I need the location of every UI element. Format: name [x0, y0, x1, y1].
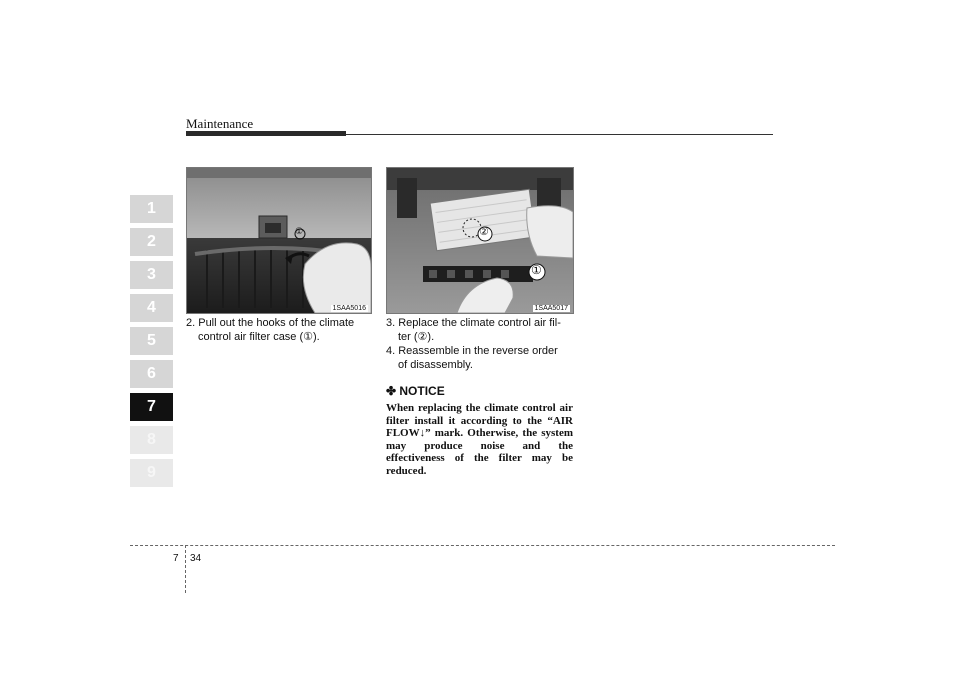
- chapter-tab-7[interactable]: 7: [130, 393, 173, 421]
- step-2-line-2: control air filter case (①).: [198, 330, 320, 343]
- step-4-text: [386, 345, 574, 372]
- chapter-tabs: [130, 195, 173, 492]
- chapter-tab-6[interactable]: 6: [130, 360, 173, 388]
- notice-heading: ✤ NOTICE: [386, 384, 445, 398]
- chapter-tab-2[interactable]: 2: [130, 228, 173, 256]
- header-rule-thin: [346, 134, 773, 135]
- figure-1-photo: [186, 167, 372, 314]
- step-3-line-2: ter (②).: [398, 330, 435, 343]
- figure-2-callout-2: ②: [479, 226, 489, 238]
- footer-chapter-number: 7: [173, 553, 179, 564]
- figure-2-illustration: [387, 168, 573, 313]
- header-title: Maintenance: [186, 116, 254, 131]
- figure-2-callout-1: ①: [531, 263, 542, 277]
- chapter-tab-5[interactable]: 5: [130, 327, 173, 355]
- footer-divider: [185, 545, 186, 593]
- chapter-tab-3[interactable]: 3: [130, 261, 173, 289]
- notice-body: When replacing the climate control air filter install it according to the “AIR FLOW↓” mark. Otherwise, the system may produce noise and the effectiveness of the filter may be reduced.: [386, 402, 573, 477]
- chapter-tab-8[interactable]: 8: [130, 426, 173, 454]
- step-3-text: [386, 317, 574, 344]
- chapter-tab-4[interactable]: 4: [130, 294, 173, 322]
- step-3-line-1: 3. Replace the climate control air fil-: [386, 317, 561, 329]
- figure-1-callout-1: ①: [295, 226, 304, 236]
- footer-page-number: 34: [190, 553, 202, 564]
- step-4-line-2: of disassembly.: [398, 358, 473, 371]
- footer-rule: [130, 545, 835, 546]
- figure-2-code: 1SAA5017: [534, 305, 568, 312]
- step-4-line-1: 4. Reassemble in the reverse order: [386, 345, 558, 357]
- figure-1-illustration: [187, 168, 371, 313]
- step-2-line-1: 2. Pull out the hooks of the climate: [186, 317, 355, 329]
- step-2-text: [186, 317, 372, 344]
- chapter-tab-9[interactable]: 9: [130, 459, 173, 487]
- figure-2-photo: [386, 167, 574, 314]
- figure-1-code: 1SAA5016: [332, 305, 366, 312]
- chapter-tab-1[interactable]: 1: [130, 195, 173, 223]
- header-rule: [186, 131, 346, 136]
